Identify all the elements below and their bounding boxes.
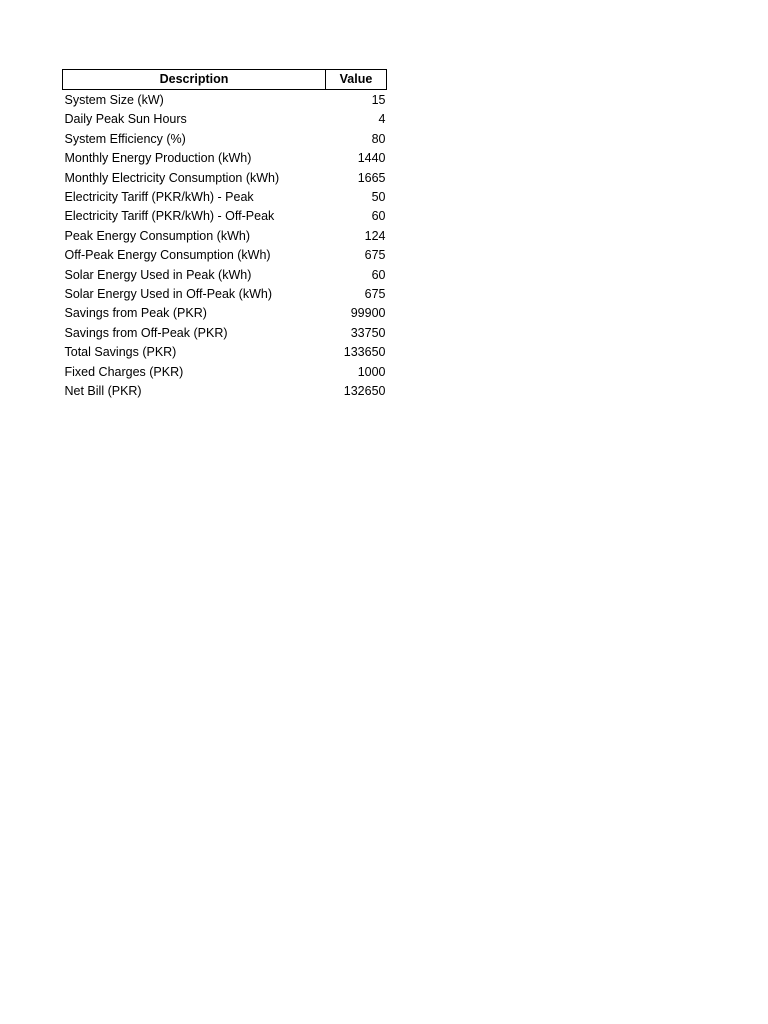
row-description: Monthly Electricity Consumption (kWh) [64, 170, 280, 185]
table-row [63, 382, 387, 401]
row-description: Daily Peak Sun Hours [64, 112, 187, 127]
row-description: Solar Energy Used in Peak (kWh) [64, 267, 252, 282]
row-value: 132650 [343, 384, 386, 399]
row-description: System Efficiency (%) [64, 131, 186, 146]
row-description: Savings from Off-Peak (PKR) [64, 325, 228, 340]
table-row [63, 149, 387, 168]
table-row [63, 110, 387, 129]
row-description: Monthly Energy Production (kWh) [64, 151, 252, 166]
row-description: Fixed Charges (PKR) [64, 364, 184, 379]
row-value: 675 [364, 248, 386, 263]
table-row [63, 324, 387, 343]
table-row [63, 343, 387, 362]
table-row [63, 266, 387, 285]
header-row [63, 70, 387, 90]
row-value: 1000 [357, 364, 386, 379]
row-value: 133650 [343, 345, 386, 360]
table-row [63, 304, 387, 323]
row-description: Net Bill (PKR) [64, 384, 142, 399]
table-row [63, 188, 387, 207]
row-value: 33750 [350, 325, 386, 340]
row-description: System Size (kW) [64, 93, 164, 107]
row-value: 80 [371, 131, 386, 146]
table-row [63, 130, 387, 149]
value-column-header: Value [326, 70, 387, 90]
row-description: Solar Energy Used in Off-Peak (kWh) [64, 287, 272, 302]
table-row [63, 363, 387, 382]
description-column-header: Description [63, 70, 326, 90]
row-description: Savings from Peak (PKR) [64, 306, 207, 321]
row-value: 4 [378, 112, 386, 127]
row-value: 1440 [357, 151, 386, 166]
row-value: 1665 [357, 170, 386, 185]
table-row [63, 227, 387, 246]
row-description: Total Savings (PKR) [64, 345, 177, 360]
row-description: Peak Energy Consumption (kWh) [64, 228, 250, 243]
row-value: 60 [371, 209, 386, 224]
table-row [63, 285, 387, 304]
table-row [63, 90, 387, 111]
table-row [63, 207, 387, 226]
row-description: Off-Peak Energy Consumption (kWh) [64, 248, 271, 263]
row-value: 50 [371, 190, 386, 205]
row-value: 124 [364, 228, 386, 243]
row-value: 675 [364, 287, 386, 302]
solar-savings-sheet [62, 69, 386, 402]
row-value: 99900 [350, 306, 386, 321]
row-description: Electricity Tariff (PKR/kWh) - Off-Peak [64, 209, 275, 224]
row-value: 60 [371, 267, 386, 282]
row-value: 15 [371, 93, 386, 107]
table-body [63, 90, 387, 402]
table-row [63, 169, 387, 188]
solar-savings-table [62, 69, 387, 402]
row-description: Electricity Tariff (PKR/kWh) - Peak [64, 190, 254, 205]
table-header [63, 70, 387, 90]
table-row [63, 246, 387, 265]
